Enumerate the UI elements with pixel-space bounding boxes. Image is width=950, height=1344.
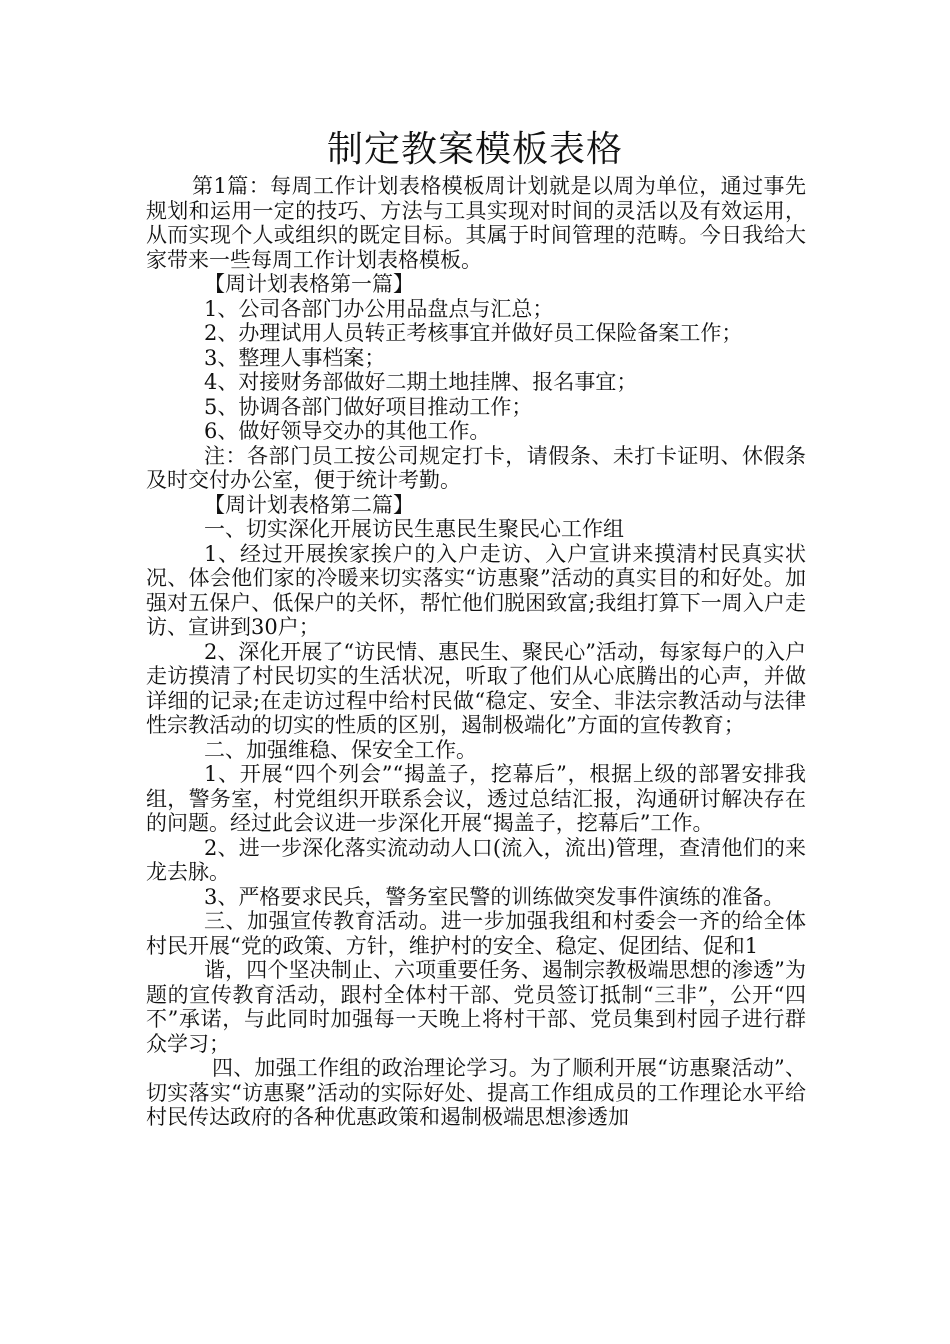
paragraph: 【周计划表格第二篇】 <box>204 492 414 517</box>
paragraph: 注：各部门员工按公司规定打卡，请假条、未打卡证明、休假条及时交付办公室，便于统计考勤。 <box>146 443 806 492</box>
paragraph: 2、办理试用人员转正考核事宜并做好员工保险备案工作； <box>204 321 743 345</box>
paragraph: 1、公司各部门办公用品盘点与汇总； <box>204 296 554 321</box>
paragraph: 3、整理人事档案； <box>204 345 386 370</box>
paragraph: 1、开展“四个列会”“揭盖子，挖幕后”，根据上级的部署安排我组，警务室，村党组织开联系会议，透过总结汇报，沟通研讨解决存在的问题。经过此会议进一步深化开展“揭盖子，挖幕后”工作。 <box>146 762 806 835</box>
paragraph: 二、加强维稳、保安全工作。 <box>204 737 477 762</box>
paragraph: 4、对接财务部做好二期土地挂牌、报名事宜； <box>204 370 638 394</box>
document-body <box>146 174 806 1130</box>
paragraph: 2、深化开展了“访民情、惠民生、聚民心”活动，每家每户的入户走访摸清了村民切实的生活状况，听取了他们从心底腾出的心声，并做详细的记录;在走访过程中给村民做“稳定、安全、非法宗教活动与法律性宗教活动的切实的性质的区别，遏制极端化”方面的宣传教育； <box>146 639 806 737</box>
paragraph: 1、经过开展挨家挨户的入户走访、入户宣讲来摸清村民真实状况、体会他们家的冷暖来切实落实“访惠聚”活动的真实目的和好处。加强对五保户、低保户的关怀，帮忙他们脱困致富;我组打算下一周入户走访、宣讲到30户； <box>146 541 806 639</box>
document-title: 制定教案模板表格 <box>326 129 623 170</box>
paragraph: 一、切实深化开展访民生惠民生聚民心工作组 <box>204 517 624 541</box>
paragraph: 谐，四个坚决制止、六项重要任务、遏制宗教极端思想的渗透”为题的宣传教育活动，跟村全体村干部、党员签订抵制“三非”，公开“四不”承诺，与此同时加强每一天晚上将村干部、党员集到村园子进行群众学习； <box>146 958 806 1056</box>
paragraph: 5、协调各部门做好项目推动工作； <box>204 394 533 419</box>
paragraph: 6、做好领导交办的其他工作。 <box>204 419 491 443</box>
paragraph: 3、严格要求民兵，警务室民警的训练做突发事件演练的准备。 <box>204 884 785 909</box>
paragraph: 2、进一步深化落实流动动人口(流入，流出)管理，查清他们的来龙去脉。 <box>146 835 806 884</box>
paragraph: 三、加强宣传教育活动。进一步加强我组和村委会一齐的给全体村民开展“党的政策、方针，维护村的安全、稳定、促团结、促和1 <box>146 909 806 958</box>
paragraph: 第1篇：每周工作计划表格模板周计划就是以周为单位，通过事先规划和运用一定的技巧、方法与工具实现对时间的灵活以及有效运用，从而实现个人或组织的既定目标。其属于时间管理的范畴。今日我给大家带来一些每周工作计划表格模板。 <box>146 174 806 272</box>
paragraph: 【周计划表格第一篇】 <box>204 272 414 296</box>
paragraph: 四、加强工作组的政治理论学习。为了顺利开展“访惠聚活动”、切实落实“访惠聚”活动的实际好处、提高工作组成员的工作理论水平给村民传达政府的各种优惠政策和遏制极端思想渗透加 <box>146 1056 806 1129</box>
